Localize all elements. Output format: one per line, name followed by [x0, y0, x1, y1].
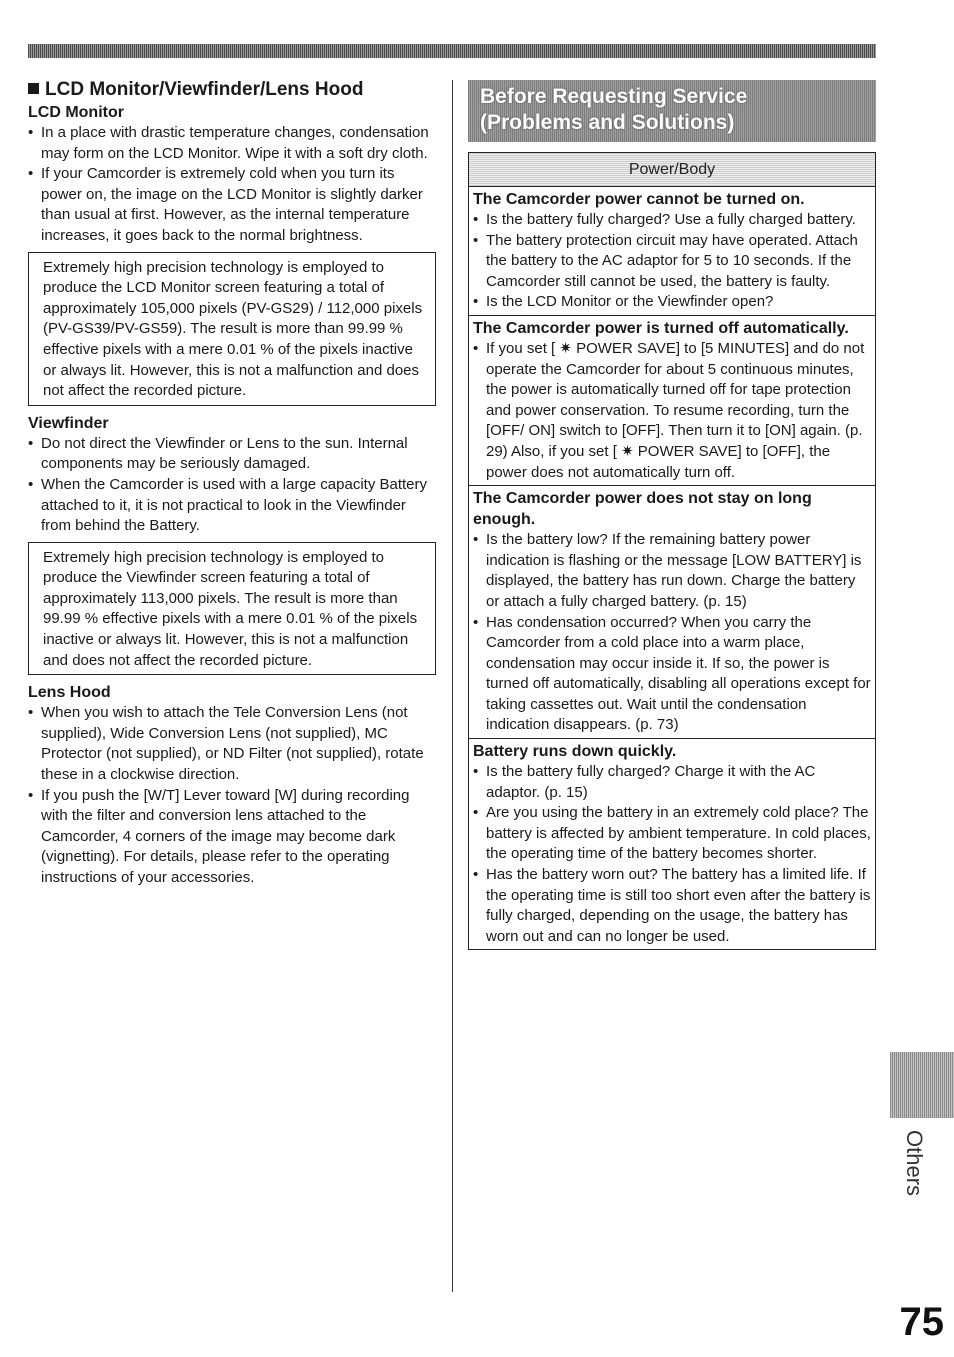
side-tab-label: Others [902, 1130, 927, 1197]
lcd-bullet-1: • In a place with drastic temperature changes, condensation may form on the LCD Monitor. Wipe it with a soft dry cloth. [28, 123, 436, 164]
left-column [28, 78, 436, 889]
viewfinder-note-text: Extremely high precision technology is employed to produce the Viewfinder screen featuring a total of approximately 113,000 pixels. The result is more than 99.99 % effective pixels with a mere 0.01 % of the pixels inactive or always lit. However, this is not a malfunction and does not affect the recorded picture. [43, 548, 418, 669]
trouble-answer: • The battery protection circuit may have operated. Attach the battery to the AC adaptor for 5 to 10 seconds. If the Camcorder still cannot be used, the battery is faulty. [469, 231, 875, 293]
trouble-group [469, 316, 875, 486]
viewfinder-bullet-1: • Do not direct the Viewfinder or Lens to the sun. Internal components may be seriously damaged. [28, 434, 436, 475]
trouble-question: Battery runs down quickly. [473, 743, 677, 761]
trouble-question: The Camcorder power does not stay on long enough. [473, 490, 812, 529]
square-bullet-icon [28, 83, 39, 94]
lcd-note-box [28, 252, 436, 406]
trouble-group [469, 486, 875, 739]
lens-hood-bullet-1: • When you wish to attach the Tele Conversion Lens (not supplied), Wide Conversion Lens (not supplied), MC Protector (not supplied), or ND Filter (not supplied), rotate these in a clockwise direction. [28, 703, 436, 785]
section-banner [468, 80, 876, 142]
trouble-answer: • Is the battery fully charged? Charge it with the AC adaptor. (p. 15) [469, 762, 875, 803]
trouble-answer: • Is the battery low? If the remaining battery power indication is flashing or the message [LOW BATTERY] is displayed, the battery has run down. Charge the battery or attach a fully charged battery. (p. 15) [469, 530, 875, 612]
viewfinder-heading: Viewfinder [28, 414, 109, 432]
banner-line-1: Before Requesting Service [480, 85, 748, 108]
trouble-answer: • Has condensation occurred? When you carry the Camcorder from a cold place into a warm place, condensation may occur inside it. If so, the power is turned off automatically, disabling all operations except for taking cassettes out. Wait until the condensation indication disappears. (p. 73) [469, 613, 875, 737]
side-tab-marker [890, 1052, 954, 1118]
troubleshooting-table [468, 152, 876, 950]
section-title: LCD Monitor/Viewfinder/Lens Hood [28, 78, 436, 102]
trouble-answer: • Is the LCD Monitor or the Viewfinder open? [469, 292, 875, 313]
page-number: 75 [899, 1300, 944, 1344]
trouble-answer: • Is the battery fully charged? Use a fully charged battery. [469, 210, 875, 231]
trouble-answer: • Are you using the battery in an extremely cold place? The battery is affected by ambient temperature. In cold places, the operating time of the battery becomes shorter. [469, 803, 875, 865]
trouble-group [469, 187, 875, 316]
table-header: Power/Body [469, 153, 875, 187]
trouble-question: The Camcorder power cannot be turned on. [473, 191, 805, 208]
trouble-answer: • If you set [ ✷ POWER SAVE] to [5 MINUTES] and do not operate the Camcorder for about 5 continuous minutes, the power is automatically turned off for tape protection and power conservation. To resume recording, turn the [OFF/ ON] switch to [OFF]. Then turn it to [ON] again. (p. 29) Also, if you set [ ✷ POWER SAVE] to [OFF], the power does not automatically turn off. [469, 339, 875, 483]
viewfinder-bullet-2: • When the Camcorder is used with a large capacity Battery attached to it, it is not practical to look in the Viewfinder from behind the Battery. [28, 475, 436, 537]
lens-hood-bullet-2: • If you push the [W/T] Lever toward [W] during recording with the filter and conversion lens attached to the Camcorder, 4 corners of the image may become dark (vignetting). For details, please refer to the operating instructions of your accessories. [28, 786, 436, 889]
lens-hood-heading: Lens Hood [28, 684, 111, 702]
lcd-note-text: Extremely high precision technology is employed to produce the LCD Monitor screen featuring a total of approximately 105,000 pixels (PV-GS29) / 112,000 pixels (PV-GS39/PV-GS59). The result is more than 99.99 % effective pixels with a mere 0.01 % of the pixels inactive or always lit. However, this is not a malfunction and does not affect the recorded picture. [43, 258, 423, 400]
trouble-answer: • Has the battery worn out? The battery has a limited life. If the operating time is still too short even after the battery is fully charged, depending on the usage, the battery has worn out and can no longer be used. [469, 865, 875, 947]
trouble-question: The Camcorder power is turned off automatically. [473, 319, 849, 337]
column-divider [452, 80, 453, 1292]
lcd-monitor-heading: LCD Monitor [28, 104, 124, 121]
viewfinder-note-box [28, 542, 436, 676]
lcd-bullet-2: • If your Camcorder is extremely cold when you turn its power on, the image on the LCD Monitor is slightly darker than usual at first. However, as the internal temperature increases, it goes back to the normal brightness. [28, 164, 436, 246]
top-decorative-band [28, 44, 876, 58]
trouble-group [469, 739, 875, 949]
banner-line-2: (Problems and Solutions) [480, 111, 735, 134]
